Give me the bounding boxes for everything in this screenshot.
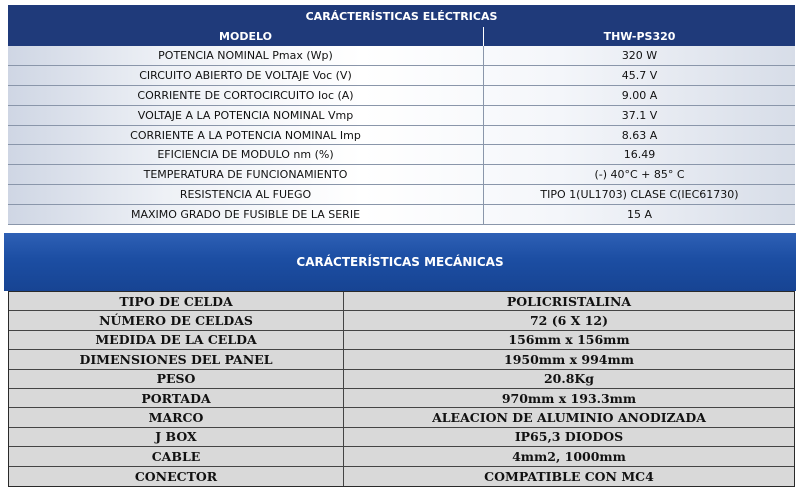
spec-label: CORRIENTE A LA POTENCIA NOMINAL Imp [8, 126, 484, 145]
table-row [9, 370, 794, 389]
spec-value: 9.00 A [621, 88, 658, 102]
spec-label: POTENCIA NOMINAL Pmax (Wp) [8, 46, 484, 65]
spec-value: POLICRISTALINA [506, 293, 632, 309]
spec-value: 72 (6 X 12) [529, 313, 609, 329]
table-row [8, 66, 795, 86]
model-label: MODELO [8, 27, 484, 46]
spec-value: ALEACION DE ALUMINIO ANODIZADA [432, 410, 706, 426]
spec-label: TEMPERATURA DE FUNCIONAMIENTO [8, 165, 484, 184]
spec-label: J BOX [9, 428, 344, 446]
table-row [9, 428, 794, 447]
spec-label: MEDIDA DE LA CELDA [9, 331, 344, 349]
spec-value: COMPATIBLE CON MC4 [484, 468, 654, 484]
spec-value: 156mm x 156mm [508, 332, 630, 348]
table-row [8, 145, 795, 165]
table-row [8, 205, 795, 225]
table-row [8, 46, 795, 66]
table-row [9, 331, 794, 350]
spec-value: (-) 40°C + 85° C [594, 168, 685, 182]
spec-label: PESO [9, 370, 344, 388]
spec-value: 1950mm x 994mm [504, 351, 634, 367]
table-row [9, 292, 794, 311]
electrical-title: CARÁCTERÍSTICAS ELÉCTRICAS [8, 5, 795, 27]
spec-value: 320 W [621, 48, 658, 62]
table-row [9, 389, 794, 408]
spec-label: MARCO [9, 408, 344, 426]
spec-label: CONECTOR [9, 467, 344, 486]
table-row [9, 311, 794, 330]
table-row [8, 86, 795, 106]
table-row [8, 106, 795, 126]
spec-value: 4mm2, 1000mm [512, 448, 626, 464]
spec-value: 16.49 [623, 148, 656, 162]
mechanical-title: CARÁCTERÍSTICAS MECÁNICAS [4, 233, 796, 291]
table-row [9, 447, 794, 466]
spec-label: CIRCUITO ABIERTO DE VOLTAJE Voc (V) [8, 66, 484, 85]
table-row [8, 185, 795, 205]
table-row [9, 408, 794, 427]
spec-label: VOLTAJE A LA POTENCIA NOMINAL Vmp [8, 106, 484, 125]
spec-label: NÚMERO DE CELDAS [9, 311, 344, 329]
electrical-table [8, 46, 795, 225]
table-row [8, 126, 795, 146]
spec-value: 37.1 V [621, 108, 658, 122]
model-value: THW-PS320 [603, 30, 676, 43]
spec-value: TIPO 1(UL1703) CLASE C(IEC61730) [540, 188, 739, 202]
spec-value: IP65,3 DIODOS [514, 429, 624, 445]
electrical-header-row [8, 27, 795, 46]
spec-label: RESISTENCIA AL FUEGO [8, 185, 484, 204]
spec-label: TIPO DE CELDA [9, 292, 344, 310]
spec-label: EFICIENCIA DE MODULO nm (%) [8, 145, 484, 164]
spec-label: CORRIENTE DE CORTOCIRCUITO Ioc (A) [8, 86, 484, 105]
spec-value: 15 A [626, 208, 653, 222]
spec-value: 45.7 V [621, 68, 658, 82]
spec-label: CABLE [9, 447, 344, 465]
spec-label: DIMENSIONES DEL PANEL [9, 350, 344, 368]
spec-value: 20.8Kg [543, 371, 595, 387]
spec-value: 8.63 A [621, 128, 658, 142]
table-row [9, 350, 794, 369]
spec-label: MAXIMO GRADO DE FUSIBLE DE LA SERIE [8, 205, 484, 224]
spec-value: 970mm x 193.3mm [501, 390, 637, 406]
table-row [8, 165, 795, 185]
spec-label: PORTADA [9, 389, 344, 407]
table-row [9, 467, 794, 486]
mechanical-table [8, 291, 795, 487]
